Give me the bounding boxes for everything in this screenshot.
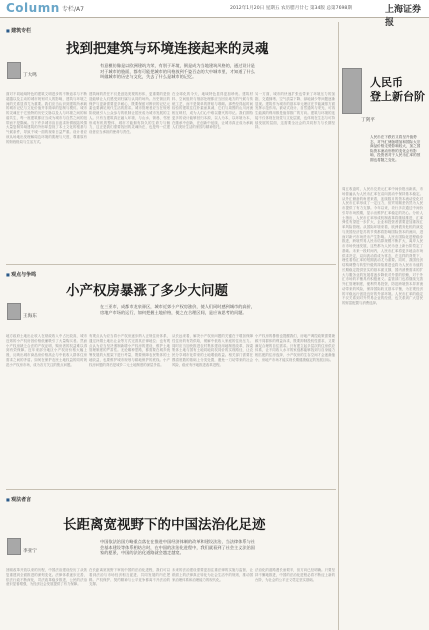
- article-headline-architecture: 找到把建筑与环境连接起来的灵魂: [66, 41, 269, 57]
- article-author: 丁大鸣: [23, 73, 37, 78]
- article-headline-rule-of-law: 长距离宽视野下的中国法治化足迹: [63, 517, 266, 533]
- article-headline-rmb-line2: 登上新台阶: [370, 90, 425, 103]
- article-dek: 有意模仿像是以欧洲建筑为荣，有别于环境，倒是成为当地建筑风格的，通过设计是对于城市的脸面，都有可能把城市的风格放到千姿百态的大中城市里，才知道了什么叫做城市的历史与文化，失去了什么是城市的记忆。: [100, 63, 255, 80]
- section-tag-opinion: ■ 观点与争鸣: [6, 271, 36, 278]
- page-label: 专栏/A7: [62, 6, 84, 13]
- article-dek: 在三亚市，成都市龙泉驿区，城市近郊小产权房涨价，使人们同时感到城市的高价，房地产市场的运行，如何把握土地价格，使之在合理区间，是应该思考的问题。: [100, 304, 255, 315]
- article-body-text: 地方政府土地出让收入在财政收入中占比较高，城市近郊的小产权房因价格低廉吸引了大量购买者。然而小产权房缺乏合法的产权证明，购房者的权益难以得到有效保障。近年来部分地区小产权房价格大幅上涨，反映出城市商品房价格高企与中低收入群体住房需求之间的矛盾。如何在保护农民土地权益的同时规范小产权房市场，成为各方关注的焦点问题。: [6, 334, 87, 367]
- article-dek: 人民币在下跌后又将呈升值势态，对外汇储备增加和国际大宗商品价格走势影响较大，加之国际资本流动形势的变化会有影响，投资者对于人民币汇率的预期也将随之变化。: [370, 135, 421, 162]
- section-tag-architecture: ■ 建筑专栏: [6, 27, 31, 34]
- author-photo: [7, 303, 21, 320]
- article-body-text: 在长距离宽视野下审视中国的法治化进程，我们可以看到法治与市场经济相互促进、共同发展的内在逻辑。产权保护、契约精神与公平竞争都离不开法治的支撑。: [89, 568, 170, 587]
- article-body-text: 建筑师的责任不仅是创造美观的形体，更重要的是营造能够让人们感受到归属与认同的场所。历史街区的保护与更新需要更多耐心，既要保留可辨识的记忆元素也要满足现代生活的需求。城市管理者应当在规划阶段就引入公众参与的机制让居民成为城市发展的主人。只有当建筑真正融入环境，与山水、街巷、邻里形成有机的整体，城市才能拥有持久的生命力与魅力，这正是我们需要找回的灵魂所在，也是每一位建设者应当承担的使命与责任。: [89, 92, 170, 134]
- newspaper-name: 上海证券报: [385, 5, 422, 28]
- article-body-text: 小产权房的暴涨也提醒我们，房地产调控政策需要兼顾不同群体的利益诉求，既要抑制投机性需求，又要满足合理的自住需求。只有建立起多层次的住房供应体系，让不同收入水平的家庭都能够找到与自身能力相匹配的住房选择，小产权房的生存空间才会逐渐缩小，房地产市场才能实现长期健康稳定的发展目标。: [255, 334, 335, 362]
- article-author: 王海东: [23, 314, 37, 319]
- article-body-text: 有观点认为应当将小产权房逐步纳入正规住房体系，通过补缴土地出让金等方式完善其法律地位；也有观点认为应当坚决遏制新增小产权房的建设，维护土地管理制度的严肃性。无论哪种思路，都需要在城乡统筹发展的大框架下进行考量，既要保障农民集体的土地收益，也要维护城市规划与耕地保护的底线。小产权房问题的背后是城乡二元土地制度的深层矛盾。: [89, 334, 170, 367]
- section-divider: [6, 264, 336, 265]
- article-author: 李亚宁: [23, 549, 37, 554]
- article-body-text: 在全球化的今天，地域特色显得更加珍贵。建筑材料、空间组织与细部处理都应当回应地方的气候与传统工艺，而不是简单的拼贴与堆砌。那些经得起时间检验的建筑往往朴素而真诚，它们与周围的山川河流相互映衬，成为人们心中难以磨灭的印记。我们期待更多的设计能够回归本源，以人为本，以环境为本，在继承中创新，在创新中延续，让城市真正成为承载人们美好生活的家园与精神依托。: [172, 92, 253, 130]
- article-body-text: 未来的法治建设需要更加注重法律的实施与监督，让纸面上的法律真正转化为社会生活中的规则，推动国家治理体系和治理能力的现代化。: [172, 568, 253, 582]
- article-body-text: 面对不同地域特色的建筑文明进步的不断追求与不断超越以及主动的城市规划对人的影响，建筑与环境之间的关系显得尤为重要。我们应当认识到建筑所承载的城市记忆与文化价值并非简单的复制与模仿。城市的灵魂在于它独特的历史文脉以及人与环境之间的和谐共生，每一座建筑都应当成为城市与自然之间的纽带而不是隔阂。当下许多城市盲目追求所谓欧陆风情大量复制异域建筑的外形却忽视了本土文化的根基与气候条件，导致千城一面的现象日益严重。设计者应该从场地出发理解周边环境的肌理与尺度，尊重原有的街巷格局与生活方式。: [6, 92, 87, 144]
- article-body-text: 回顾改革开放以来的历程，中国法治建设经历了从恢复重建到全面推进的深刻变化。法律体系逐步完善，依法行政不断深化，司法改革稳步推进，公民的法治意识显著增强，为经济社会发展提供了有力保障。: [6, 568, 87, 587]
- issue-info: 2012年1月20日 星期五 农历腊月廿七 第34版 总第7698期: [230, 6, 352, 11]
- section-divider: [6, 489, 336, 490]
- article-body-text: 从长远来看，解决小产权房问题的关键在于增加保障性住房的有效供给，缓解中低收入家庭的住房压力。同时应当加快推进农村集体建设用地制度改革，探索集体土地与国有土地同地同权同价的实现路径，让农民分享城市化带来的土地增值收益。相关部门需要在摸清底数的基础上分类处置，避免一刀切带来的社会风险，稳妥有序地推进改革进程。: [172, 334, 253, 367]
- article-body-text: 周五收盘时，人民币兑美元汇率中间价报出新高，市场普遍认为人民币汇率在双向波动中保持基本稳定。从外汇储备的角度来看，连续数月的资本流动变化对人民币汇率形成了一定压力，但贸易顺差仍然为人民币提供了有力支撑。今年以来，央行多次通过中间价引导市场预期，显示出维护汇率稳定的决心。分析人士指出，人民币汇率形成机制改革将继续推进，汇率弹性有望进一步扩大，企业和投资者需要更加重视汇率风险管理。从国际环境来看，欧洲债务危机的演变与美国经济复苏的节奏都将影响国际资本的流向，进而对新兴市场货币产生影响。人民币国际化进程稳步推进，跨境贸易人民币结算规模不断扩大，离岸人民币市场快速发展，这些都为人民币登上新台阶奠定了基础。未来一段时间内，人民币汇率将更多地由市场供求决定，双向波动将成为常态，在这样的背景下，理性看待汇率的短期波动尤为重要。同时，我国经济结构调整与转型升级的持续推进也将为人民币币值的长期稳定提供坚实的基本面支撑，国内消费需求的扩大与服务业的发展将逐步降低对外需的依赖，对于外汇市场的平衡具有积极意义。监管部门也将继续完善外汇管理制度，便利贸易投资，防范跨境资本异常流动带来的风险，保持国际收支基本平衡，为宏观经济的平稳运行创造良好的外部环境。人民币汇率的稳定不仅关系到对外贸易企业的经营，也关系到广大居民的财富配置与消费选择。: [342, 187, 423, 305]
- column-logo: Column: [6, 1, 60, 15]
- article-headline-rmb-line1: 人民币: [370, 76, 403, 89]
- column-divider: [338, 22, 339, 630]
- section-tag-law: ■ 观法者言: [6, 496, 31, 503]
- author-photo: [7, 538, 21, 555]
- article-author: 丁剑平: [361, 118, 375, 123]
- article-body-text: 另一方面，城市的快速扩张也带来了环境压力的加剧，交通拥堵、空气质量下降、绿地减少等问题逐渐显现。建筑作为城市的基本单元理应在节能减排方面发挥示范作用。被动式设计、自然通风与采光、可再生能源的利用都是值得推广的方向。建筑与环境的连接不仅体现在视觉与文化层面，也体现在生态与可持续发展的层面，这需要全社会的共同努力与长期坚持。: [255, 92, 335, 130]
- author-photo: [7, 62, 21, 79]
- article-body-text: 法治化的道路漫长而艰辛，但方向已经明确。只要坚持不懈地推进，中国的法治化进程必将不断迈上新的台阶，为社会的公平正义奠定坚实基础。: [255, 568, 335, 582]
- author-photo: [342, 68, 362, 114]
- article-headline-property: 小产权房暴涨了多少大问题: [66, 283, 228, 299]
- article-dek: 中国依法治国方略重点落在在推进中国经济体制的改革和建设法治，当法律体系与社会基本建设等体系相结合时，在中国的法治化进程中，我们就看到了社会主义法治国家的愿景，中国的法治化道路就会越走越宽。: [100, 539, 255, 556]
